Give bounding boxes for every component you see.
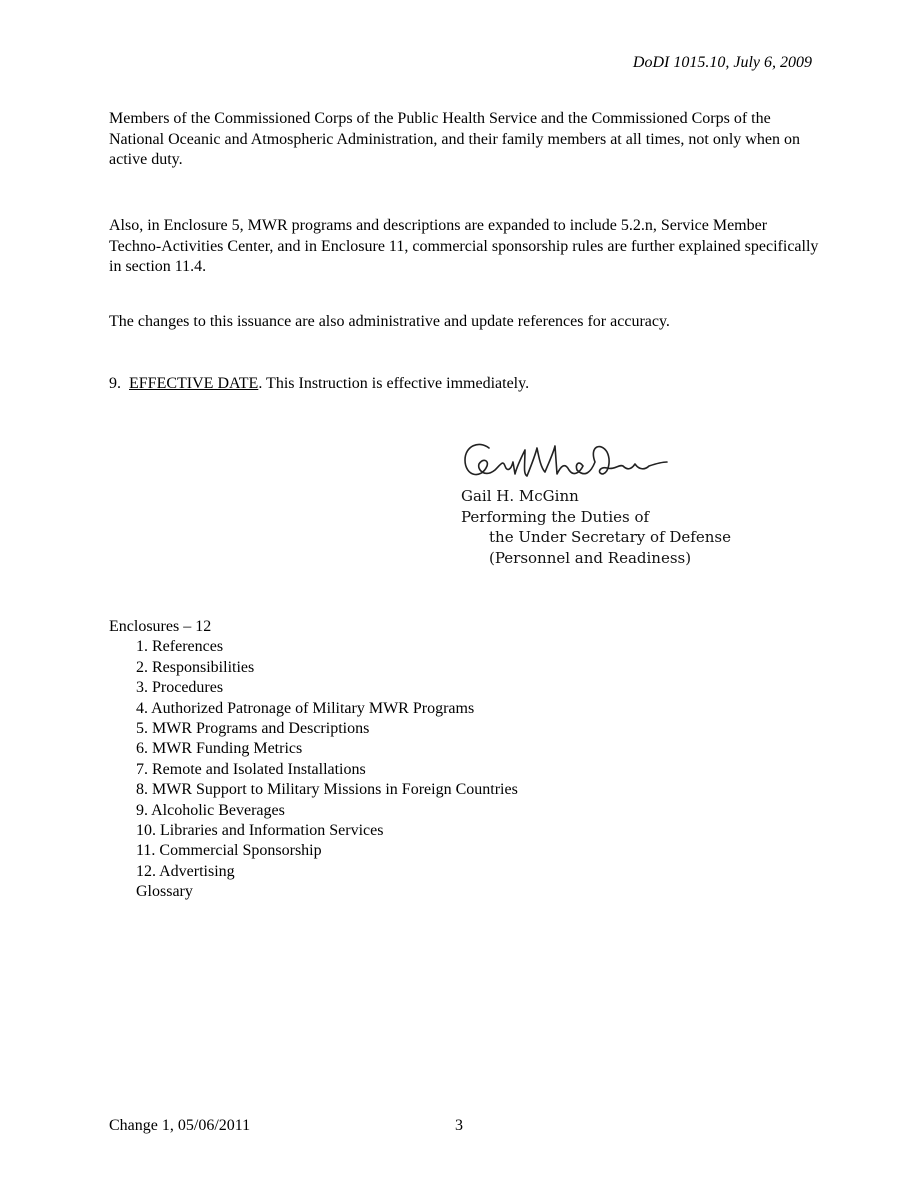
change-notice: Change 1, 05/06/2011	[109, 1117, 251, 1134]
signer-title-line3: (Personnel and Readiness)	[489, 548, 692, 567]
enclosures-list	[109, 617, 518, 903]
section-number: 9.	[109, 375, 121, 392]
glossary-item: Glossary	[136, 883, 193, 901]
effective-date-heading: EFFECTIVE DATE	[129, 375, 259, 392]
enclosure-item: 8. MWR Support to Military Missions in Foreign Countries	[136, 781, 518, 799]
signature-block	[461, 436, 761, 568]
enclosure-items	[109, 637, 518, 902]
enclosure-item: 4. Authorized Patronage of Military MWR Programs	[136, 699, 475, 717]
signer-name: Gail H. McGinn	[461, 487, 579, 505]
enclosure-item: 1. References	[136, 638, 224, 656]
signer-title-line2: the Under Secretary of Defense	[489, 528, 731, 546]
signer-title-line1: Performing the Duties of	[461, 507, 650, 526]
enclosure-item: 9. Alcoholic Beverages	[136, 801, 285, 819]
enclosure-item: 7. Remote and Isolated Installations	[136, 760, 366, 778]
effective-date-section	[109, 374, 819, 395]
paragraph-commissioned-corps: Members of the Commissioned Corps of the Public Health Service and the Commissioned Corps of the National Oceanic and Atmospheric Administration, and their family members at all times, not only when on active duty.	[109, 110, 800, 168]
paragraph-enclosure-changes: Also, in Enclosure 5, MWR programs and descriptions are expanded to include 5.2.n, Service Member Techno-Activities Center, and in Enclosure 11, commercial sponsorship rules are further explained specifically in section 11.4.	[109, 217, 819, 275]
enclosure-item: 2. Responsibilities	[136, 658, 255, 676]
enclosure-item: 10. Libraries and Information Services	[136, 822, 384, 840]
enclosure-item: 12. Advertising	[136, 862, 235, 880]
effective-date-text: . This Instruction is effective immediately.	[258, 375, 530, 392]
enclosure-item: 3. Procedures	[136, 679, 224, 697]
enclosure-item: 6. MWR Funding Metrics	[136, 740, 303, 758]
enclosure-item: 5. MWR Programs and Descriptions	[136, 720, 370, 738]
document-reference: DoDI 1015.10, July 6, 2009	[632, 54, 812, 71]
paragraph-administrative-changes: The changes to this issuance are also administrative and update references for accuracy.	[109, 313, 670, 330]
enclosures-heading: Enclosures – 12	[109, 618, 212, 635]
page-number: 3	[455, 1117, 463, 1134]
enclosure-item: 11. Commercial Sponsorship	[136, 842, 322, 860]
